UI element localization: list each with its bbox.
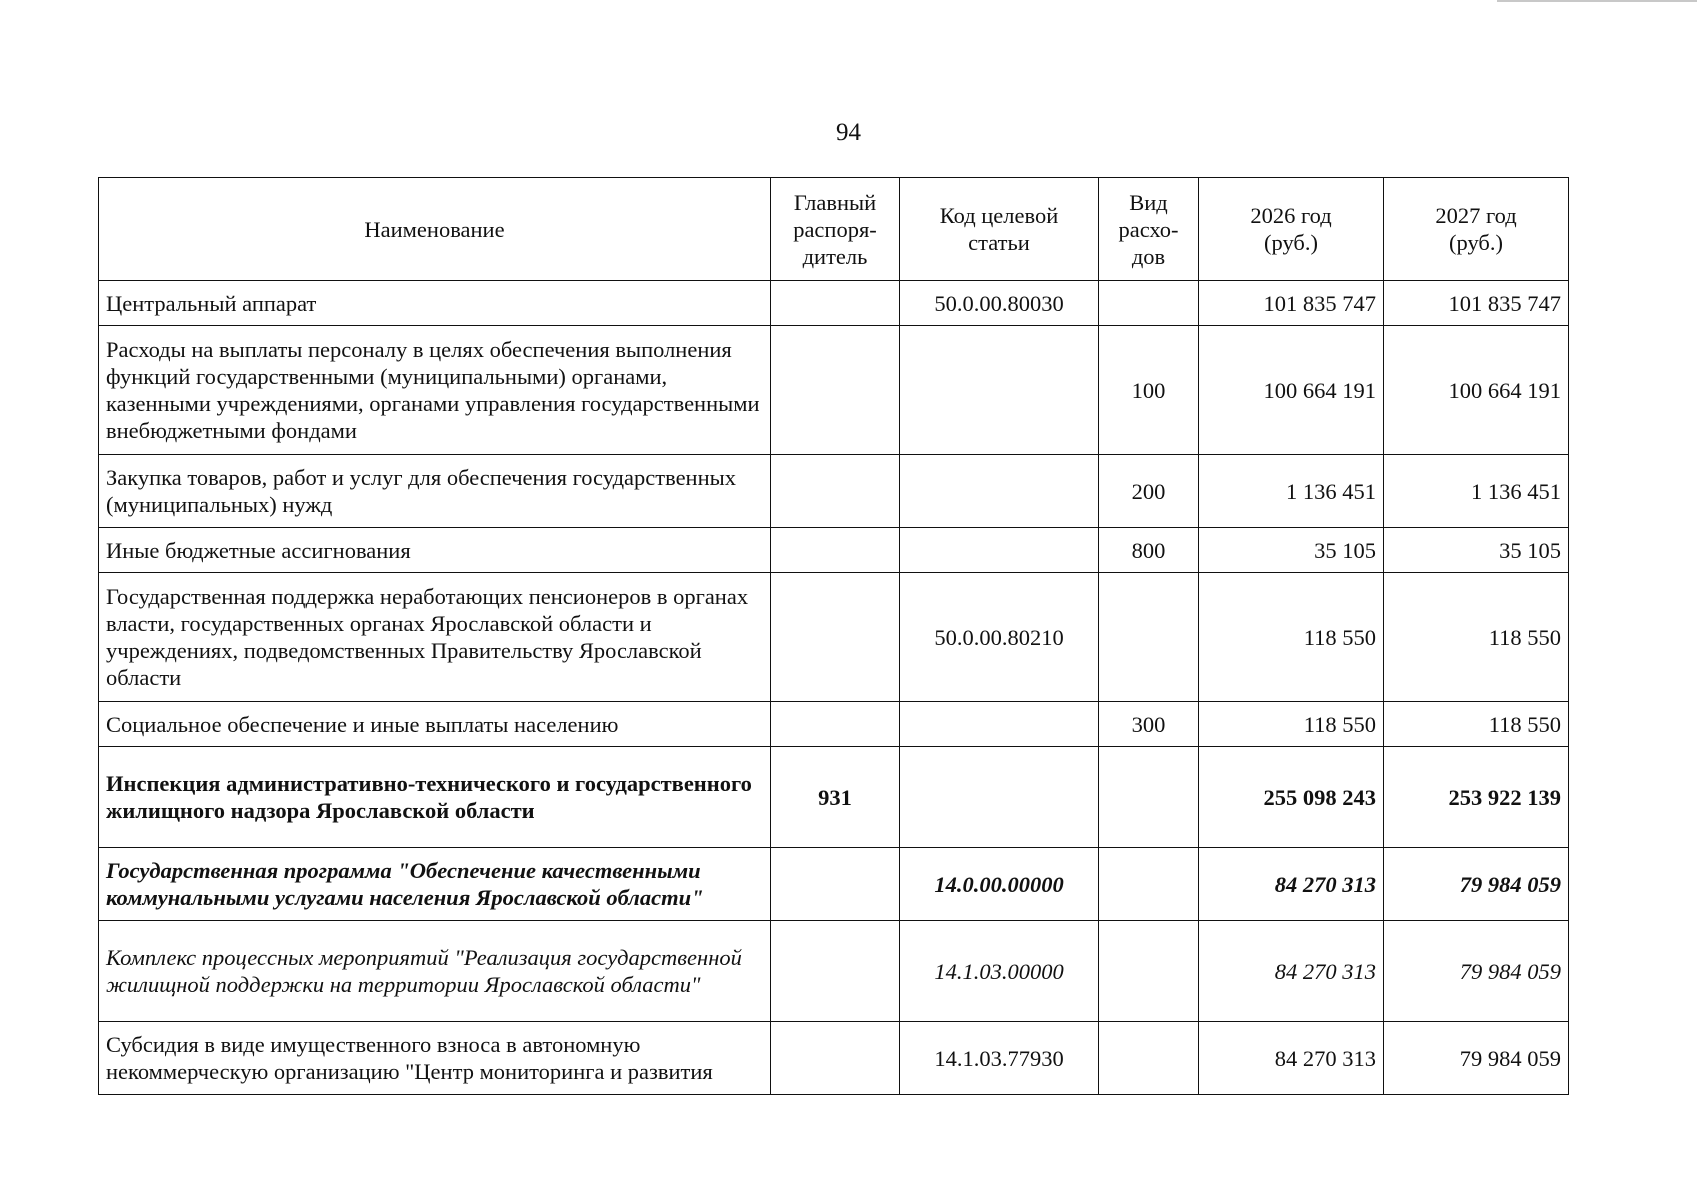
scan-edge-mark (1497, 0, 1697, 2)
page-number: 94 (836, 119, 861, 146)
cell-name: Государственная программа "Обеспечение качественными коммунальными услугами населения Ярославской области" (99, 848, 771, 921)
cell-manager (771, 528, 900, 573)
table-row (99, 702, 1569, 747)
cell-2027: 79 984 059 (1384, 848, 1569, 921)
cell-name: Государственная поддержка неработающих пенсионеров в органах власти, государственных органах Ярославской области и учреждениях, подведомственных Правительству Ярославской области (99, 573, 771, 702)
cell-manager (771, 1022, 900, 1095)
cell-manager (771, 921, 900, 1022)
cell-code (900, 326, 1099, 455)
cell-2027: 101 835 747 (1384, 281, 1569, 326)
cell-expense-type: 300 (1099, 702, 1199, 747)
cell-expense-type (1099, 747, 1199, 848)
cell-manager (771, 702, 900, 747)
cell-expense-type (1099, 848, 1199, 921)
cell-expense-type (1099, 281, 1199, 326)
cell-2027: 253 922 139 (1384, 747, 1569, 848)
budget-table (98, 177, 1569, 1095)
cell-manager (771, 573, 900, 702)
cell-name: Иные бюджетные ассигнования (99, 528, 771, 573)
cell-2027: 1 136 451 (1384, 455, 1569, 528)
cell-name: Расходы на выплаты персоналу в целях обеспечения выполнения функций государственными (муниципальными) органами, казенными учреждениями, органами управления государственными внебюджетными фондами (99, 326, 771, 455)
cell-code: 50.0.00.80030 (900, 281, 1099, 326)
cell-2027: 118 550 (1384, 702, 1569, 747)
header-code: Код целевой статьи (900, 178, 1099, 281)
cell-manager (771, 848, 900, 921)
table-body (99, 281, 1569, 1095)
table-row (99, 573, 1569, 702)
header-2026: 2026 год (руб.) (1199, 178, 1384, 281)
cell-code (900, 702, 1099, 747)
cell-code (900, 528, 1099, 573)
table-row (99, 326, 1569, 455)
cell-code: 14.1.03.00000 (900, 921, 1099, 1022)
cell-2027: 79 984 059 (1384, 921, 1569, 1022)
cell-code (900, 455, 1099, 528)
cell-name: Инспекция административно-технического и государственного жилищного надзора Ярославской области (99, 747, 771, 848)
cell-2026: 84 270 313 (1199, 1022, 1384, 1095)
cell-2026: 118 550 (1199, 573, 1384, 702)
cell-manager: 931 (771, 747, 900, 848)
cell-2027: 100 664 191 (1384, 326, 1569, 455)
cell-2026: 35 105 (1199, 528, 1384, 573)
header-2027: 2027 год (руб.) (1384, 178, 1569, 281)
cell-name: Субсидия в виде имущественного взноса в автономную некоммерческую организацию "Центр мониторинга и развития (99, 1022, 771, 1095)
cell-name: Центральный аппарат (99, 281, 771, 326)
table-row (99, 848, 1569, 921)
cell-name: Социальное обеспечение и иные выплаты населению (99, 702, 771, 747)
header-name: Наименование (99, 178, 771, 281)
cell-2027: 35 105 (1384, 528, 1569, 573)
cell-expense-type: 100 (1099, 326, 1199, 455)
cell-code: 14.1.03.77930 (900, 1022, 1099, 1095)
cell-2026: 255 098 243 (1199, 747, 1384, 848)
cell-2026: 1 136 451 (1199, 455, 1384, 528)
cell-2026: 101 835 747 (1199, 281, 1384, 326)
cell-code (900, 747, 1099, 848)
cell-name: Закупка товаров, работ и услуг для обеспечения государственных (муниципальных) нужд (99, 455, 771, 528)
table-row (99, 1022, 1569, 1095)
cell-expense-type (1099, 1022, 1199, 1095)
cell-expense-type: 200 (1099, 455, 1199, 528)
cell-2026: 84 270 313 (1199, 921, 1384, 1022)
table-row (99, 921, 1569, 1022)
cell-code: 50.0.00.80210 (900, 573, 1099, 702)
cell-name: Комплекс процессных мероприятий "Реализация государственной жилищной поддержки на территории Ярославской области" (99, 921, 771, 1022)
cell-manager (771, 326, 900, 455)
cell-2027: 79 984 059 (1384, 1022, 1569, 1095)
cell-2026: 118 550 (1199, 702, 1384, 747)
cell-2026: 84 270 313 (1199, 848, 1384, 921)
cell-expense-type (1099, 573, 1199, 702)
table-row (99, 747, 1569, 848)
header-manager: Главный распоря-дитель (771, 178, 900, 281)
cell-manager (771, 281, 900, 326)
table-header-row (99, 178, 1569, 281)
cell-manager (771, 455, 900, 528)
table-row (99, 528, 1569, 573)
cell-code: 14.0.00.00000 (900, 848, 1099, 921)
table-row (99, 455, 1569, 528)
cell-expense-type: 800 (1099, 528, 1199, 573)
cell-2026: 100 664 191 (1199, 326, 1384, 455)
table-row (99, 281, 1569, 326)
header-type: Вид расхо-дов (1099, 178, 1199, 281)
cell-expense-type (1099, 921, 1199, 1022)
cell-2027: 118 550 (1384, 573, 1569, 702)
